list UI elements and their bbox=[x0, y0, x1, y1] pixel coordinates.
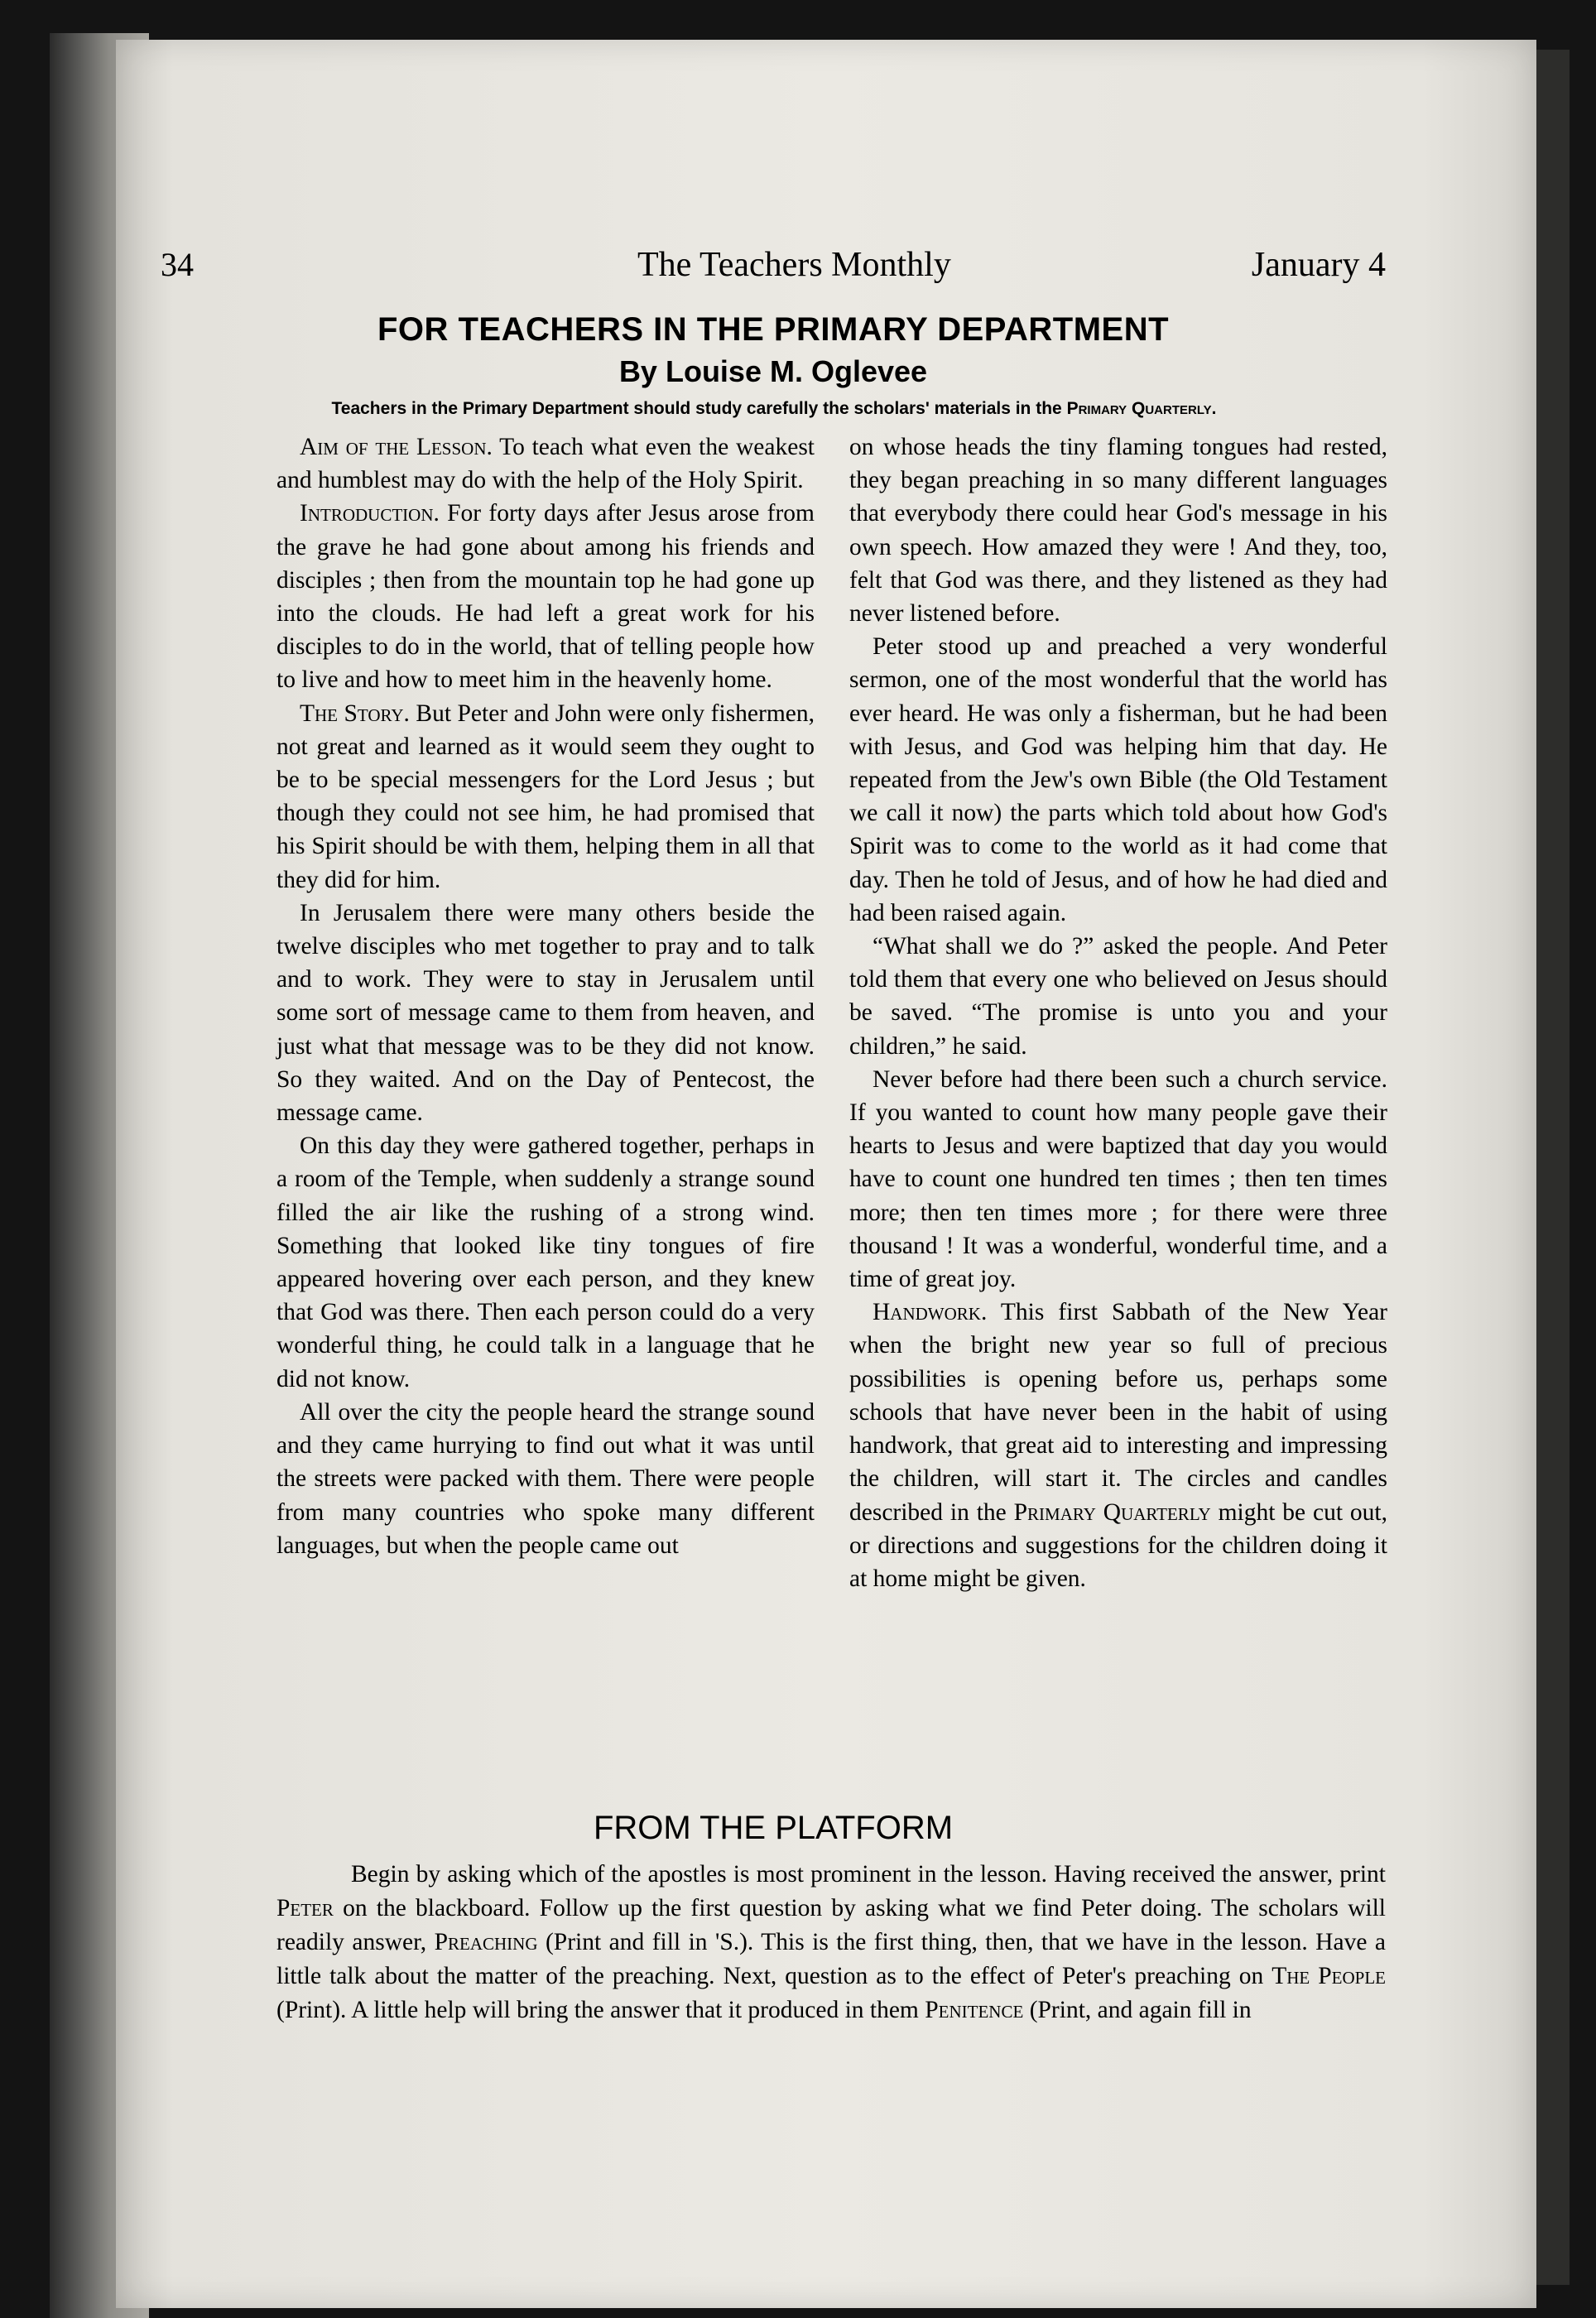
platform-body bbox=[276, 1858, 1386, 2027]
paragraph-text: “What shall we do ?” asked the people. And Peter told them that every one who believed on Jesus should be saved. “The promise is unto you and your children,” he said. bbox=[849, 933, 1387, 1060]
article-title: FOR TEACHERS IN THE PRIMARY DEPARTMENT bbox=[377, 311, 1170, 348]
paragraph-reference: Primary Quarterly bbox=[1013, 1498, 1211, 1526]
paragraph-text: This first Sabbath of the New Year when the bright new year so full of precious possibilities is opening before us, perhaps some schools that have never been in the habit of using handwork, that great aid to interesting and impressing the children, will start it. The circles and candles described in the bbox=[849, 1299, 1387, 1526]
platform-paragraph bbox=[276, 1858, 1386, 2027]
paragraph bbox=[276, 897, 815, 1129]
platform-text: (Print, and again fill in bbox=[1023, 1997, 1252, 2023]
platform-text: Begin by asking which of the apostles is most prominent in the lesson. Having received the answer, print bbox=[351, 1861, 1386, 1888]
platform-text: (Print). A little help will bring the answer that it produced in them bbox=[276, 1997, 925, 2023]
platform-text: (Print and fill in 'S.). This is the first thing, then, that we have in the lesson. Have a little talk about the matter of the preaching. Next, question as to the effect of Peter's preaching on bbox=[276, 1929, 1386, 1989]
paragraph bbox=[849, 930, 1387, 1063]
paragraph-lead: Introduction. bbox=[300, 500, 440, 527]
paragraph-lead: Aim of the Lesson. bbox=[300, 434, 493, 460]
instruction-note bbox=[166, 399, 1382, 419]
article-byline: By Louise M. Oglevee bbox=[618, 354, 928, 388]
platform-keyword: Peter bbox=[276, 1895, 334, 1921]
paragraph bbox=[276, 1396, 815, 1562]
paragraph-text: To teach what even the weakest and humblest may do with the help of the Holy Spirit. bbox=[276, 434, 815, 494]
right-column bbox=[849, 430, 1387, 1595]
platform-keyword: The People bbox=[1272, 1963, 1386, 1989]
journal-title: The Teachers Monthly bbox=[637, 246, 951, 284]
paragraph-text: In Jerusalem there were many others beside the twelve disciples who met together to pray and to talk and to work. They were to stay in Jerusalem until some sort of message came to them from heaven, and just what that message was to be they did not know. So they waited. And on the Day of Pentecost, the message came. bbox=[276, 899, 815, 1127]
left-column bbox=[276, 430, 815, 1562]
paragraph-tail: might be cut out, or directions and suggestions for the children doing it at home might be given. bbox=[849, 1498, 1387, 1592]
platform-keyword: Preaching bbox=[434, 1929, 538, 1955]
paragraph-text: On this day they were gathered together, perhaps in a room of the Temple, when suddenly a strange sound filled the air like the rushing of a strong wind. Something that looked like tiny tongues of fire appeared hovering over each person, and they knew that God was there. Then each person could do a very wonderful thing, he could talk in a language that he did not know. bbox=[276, 1133, 815, 1392]
platform-keyword: Penitence bbox=[925, 1997, 1024, 2023]
instruction-text: Teachers in the Primary Department should study carefully the scholars' materials in the bbox=[331, 399, 1067, 418]
paragraph bbox=[849, 430, 1387, 630]
paragraph bbox=[849, 1063, 1387, 1296]
paragraph-text: Never before had there been such a church service. If you wanted to count how many people gave their hearts to Jesus and were baptized that day you would have to count one hundred ten times ; then ten times more; then ten times more ; for there were three thousand ! It was a wonderful, wonderful time, and a time of great joy. bbox=[849, 1065, 1387, 1293]
page-number: 34 bbox=[161, 246, 194, 283]
paragraph bbox=[276, 497, 815, 696]
book-right-edge bbox=[1536, 50, 1570, 2285]
instruction-reference: Primary Quarterly. bbox=[1066, 399, 1217, 418]
issue-date: January 4 bbox=[1251, 246, 1386, 284]
platform-heading: FROM THE PLATFORM bbox=[593, 1810, 954, 1846]
paragraph bbox=[849, 630, 1387, 930]
paragraph bbox=[276, 1129, 815, 1396]
running-head bbox=[161, 245, 1386, 295]
paragraph-text: on whose heads the tiny flaming tongues had rested, they began preaching in so many different languages that everybody there could hear God's message in his own speech. How amazed they were ! And they, too, felt that God was there, and they listened as they had never listened before. bbox=[849, 434, 1387, 628]
paragraph-text: For forty days after Jesus arose from the grave he had gone about among his friends and disciples ; then from the mountain top he had gone up into the clouds. He had left a great work for his disciples to do in the world, that of telling people how to live and how to meet him in the heavenly home. bbox=[276, 500, 815, 694]
paragraph-text: But Peter and John were only fishermen, not great and learned as it would seem they ought to be to be special messengers for the Lord Jesus ; but though they could not see him, he had promised that his Spirit should be with them, helping them in all that they did for him. bbox=[276, 700, 815, 893]
platform-text: on the blackboard. Follow up the first question by asking what we find Peter doing. The scholars will readily answer, bbox=[276, 1895, 1386, 1955]
paragraph bbox=[849, 1296, 1387, 1595]
paragraph-lead: The Story. bbox=[300, 700, 410, 727]
paragraph-lead: Handwork. bbox=[873, 1299, 988, 1326]
paragraph bbox=[276, 697, 815, 897]
paragraph-text: All over the city the people heard the strange sound and they came hurrying to find out what it was until the streets were packed with them. There were people from many countries who spoke many different languages, but when the people came out bbox=[276, 1398, 815, 1559]
paragraph bbox=[276, 430, 815, 497]
paragraph-text: Peter stood up and preached a very wonderful sermon, one of the most wonderful that the world has ever heard. He was only a fisherman, but he had been with Jesus, and God was helping him that day. He repeated from the Jew's own Bible (the Old Testament we call it now) the parts which told about how God's Spirit was to come to the world as it had come that day. Then he told of Jesus, and of how he had died and had been raised again. bbox=[849, 633, 1387, 926]
